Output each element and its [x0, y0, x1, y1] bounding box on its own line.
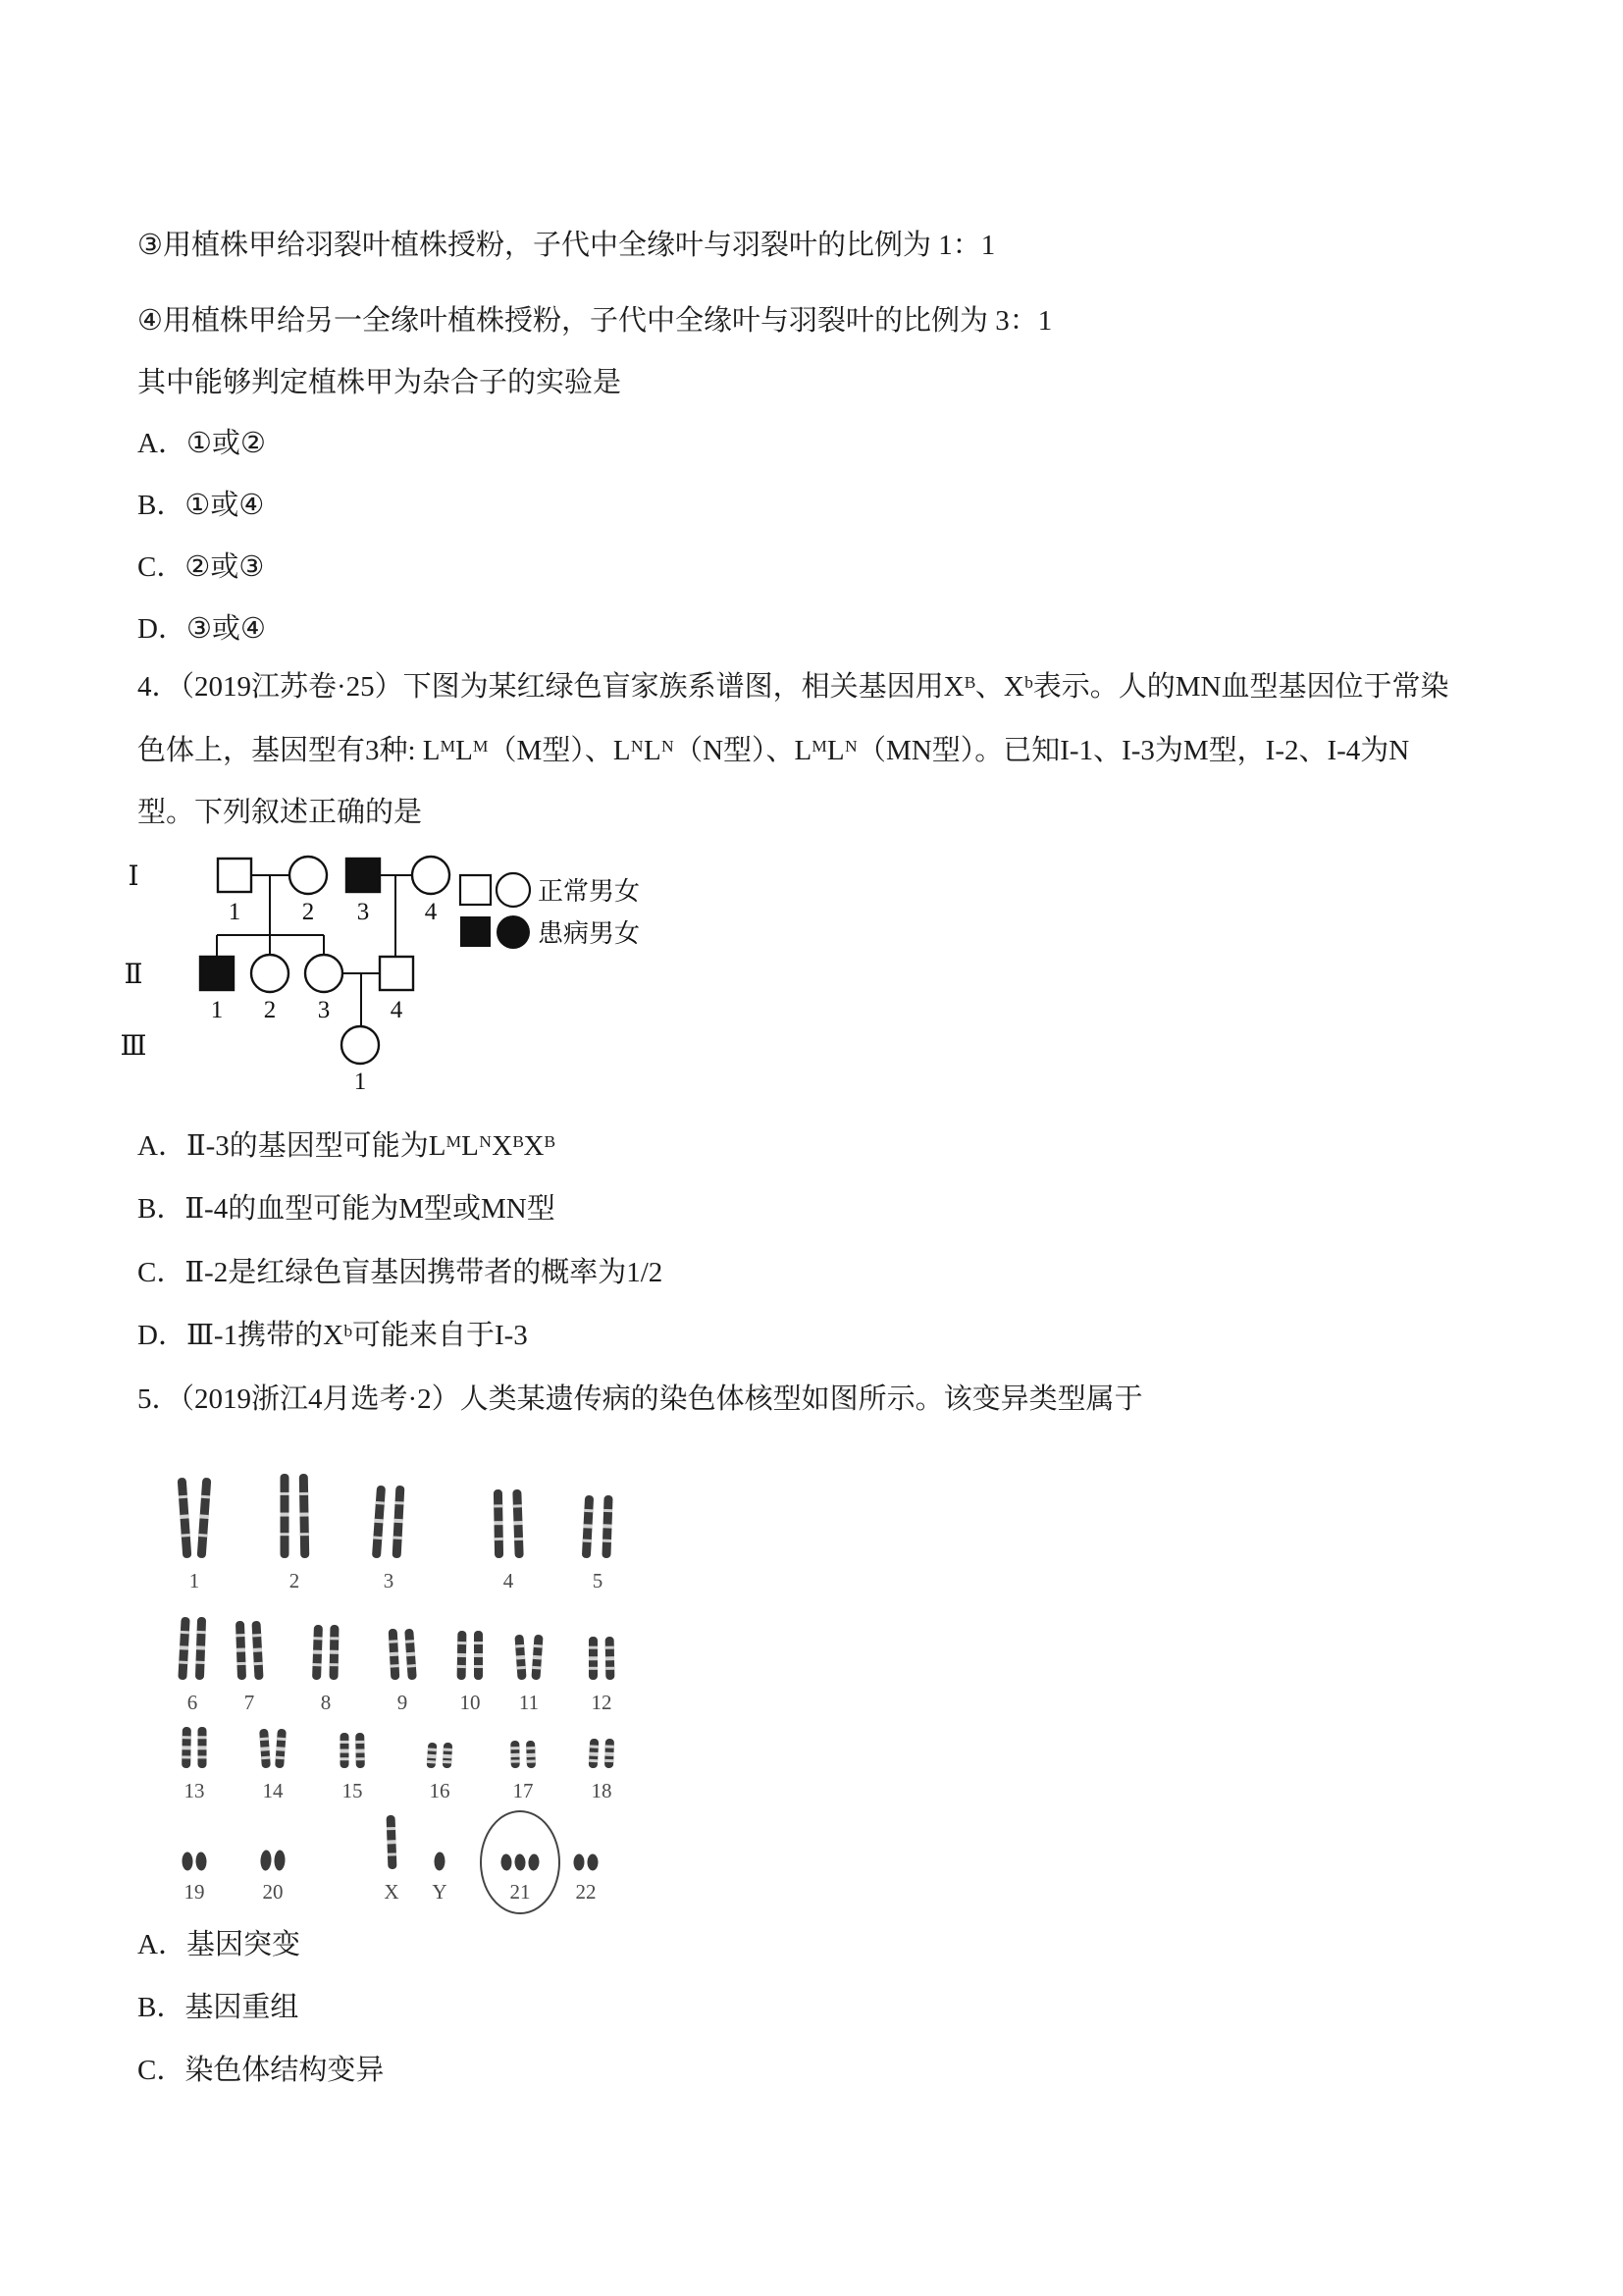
karyotype-label-16: 16 [429, 1779, 450, 1802]
chromosome-group-17 [510, 1741, 536, 1802]
q3-experiment-item3: ③用植株甲给羽裂叶植株授粉，子代中全缘叶与羽裂叶的比例为 1：1 [137, 230, 996, 261]
chromosome-group-16 [427, 1743, 453, 1802]
q4-stem-line2: 色体上，基因型有3种: LᴹLᴹ（M型）、LᴺLᴺ（N型）、LᴹLᴺ（MN型）。已知I-1、I-3为M型，I-2、I-4为N [137, 735, 1410, 766]
chromosome-group-15 [340, 1733, 365, 1802]
q4-stem-line1: 4．（2019江苏卷·25）下图为某红绿色盲家族系谱图，相关基因用Xᴮ、Xᵇ表示。人的MN血型基因位于常染 [137, 671, 1449, 703]
legend-normal-female-icon [497, 873, 530, 907]
label-II2: 2 [263, 997, 277, 1023]
chromosome-group-19 [182, 1852, 206, 1904]
chromosome-group-6 [178, 1617, 206, 1714]
karyotype-label-8: 8 [320, 1691, 332, 1714]
chromosome-group-Y [432, 1852, 446, 1904]
karyotype-label-18: 18 [591, 1779, 612, 1802]
person-III1-normal-female [341, 1026, 379, 1064]
person-II1-affected-male [200, 957, 234, 990]
karyotype-label-20: 20 [262, 1880, 284, 1904]
chromosome-group-3 [372, 1486, 405, 1592]
person-II4-normal-male [380, 957, 413, 990]
q3-stem: 其中能够判定植株甲为杂合子的实验是 [137, 367, 622, 398]
label-II4: 4 [390, 997, 403, 1023]
generation-label-II: Ⅱ [124, 960, 143, 990]
legend-affected-male-icon [460, 916, 491, 947]
karyotype-label-15: 15 [341, 1779, 363, 1802]
q3-experiment-item4: ④用植株甲给另一全缘叶植株授粉，子代中全缘叶与羽裂叶的比例为 3：1 [137, 305, 1053, 337]
chromosome-group-2 [281, 1474, 310, 1592]
karyotype-label-X: X [384, 1880, 399, 1904]
chromosome-group-13 [182, 1727, 206, 1802]
label-II3: 3 [317, 997, 331, 1023]
karyotype-label-Y: Y [432, 1880, 447, 1904]
label-III1: 1 [353, 1069, 367, 1095]
person-II3-normal-female [305, 955, 342, 992]
chromosome-group-12 [589, 1637, 614, 1714]
q3-option-c: C．②或③ [137, 551, 265, 583]
karyotype-figure [93, 1458, 662, 1929]
legend-affected-label: 患病男女 [538, 919, 641, 948]
label-I2: 2 [301, 899, 315, 925]
karyotype-label-13: 13 [183, 1779, 205, 1802]
chromosome-group-18 [589, 1739, 614, 1802]
karyotype-label-6: 6 [186, 1691, 198, 1714]
q3-option-b: B．①或④ [137, 490, 265, 521]
karyotype-label-17: 17 [512, 1779, 534, 1802]
q5-option-c: C．染色体结构变异 [137, 2055, 385, 2086]
legend-normal-label: 正常男女 [538, 877, 641, 906]
karyotype-label-2: 2 [288, 1569, 300, 1592]
q4-option-d: D．Ⅲ-1携带的Xᵇ可能来自于I-3 [137, 1320, 528, 1351]
pedigree-diagram [110, 836, 679, 1103]
chromosome-group-21 [481, 1811, 559, 1913]
chromosome-group-1 [178, 1478, 212, 1592]
chromosome-group-11 [514, 1635, 543, 1714]
chromosome-group-14 [259, 1729, 287, 1802]
chromosome-group-22 [573, 1853, 598, 1904]
karyotype-label-7: 7 [243, 1691, 255, 1714]
q5-option-a: A．基因突变 [137, 1929, 300, 1960]
legend-normal-male-icon [460, 875, 491, 905]
q5-option-b: B．基因重组 [137, 1992, 299, 2023]
chromosome-group-20 [260, 1850, 286, 1904]
karyotype-label-10: 10 [459, 1691, 481, 1714]
karyotype-label-12: 12 [591, 1691, 612, 1714]
chromosome-group-X [384, 1815, 398, 1904]
karyotype-label-3: 3 [383, 1569, 394, 1592]
chromosome-group-7 [236, 1621, 264, 1714]
person-I1-normal-male [218, 859, 251, 892]
person-II2-normal-female [251, 955, 288, 992]
label-II1: 1 [210, 997, 224, 1023]
generation-label-I: Ⅰ [128, 861, 139, 892]
q4-option-b: B．Ⅱ-4的血型可能为M型或MN型 [137, 1193, 555, 1225]
karyotype-label-9: 9 [396, 1691, 408, 1714]
person-I2-normal-female [289, 857, 327, 894]
q4-option-a: A．Ⅱ-3的基因型可能为LᴹLᴺXᴮXᴮ [137, 1130, 555, 1162]
karyotype-label-21: 21 [509, 1880, 531, 1904]
q5-stem: 5．（2019浙江4月选考·2）人类某遗传病的染色体核型如图所示。该变异类型属于 [137, 1383, 1143, 1415]
q3-option-d: D．③或④ [137, 613, 266, 645]
karyotype-label-19: 19 [183, 1880, 205, 1904]
legend-affected-female-icon [497, 915, 530, 949]
person-I3-affected-male [346, 859, 380, 892]
chromosome-group-8 [312, 1625, 339, 1714]
label-I4: 4 [424, 899, 438, 925]
karyotype-label-22: 22 [575, 1880, 597, 1904]
q4-stem-line3: 型。下列叙述正确的是 [137, 797, 423, 828]
chromosome-group-5 [582, 1495, 613, 1592]
q4-option-c: C．Ⅱ-2是红绿色盲基因携带者的概率为1/2 [137, 1257, 663, 1288]
label-I3: 3 [356, 899, 370, 925]
chromosome-group-4 [494, 1489, 524, 1592]
label-I1: 1 [228, 899, 241, 925]
karyotype-label-1: 1 [188, 1569, 200, 1592]
karyotype-label-11: 11 [518, 1691, 540, 1714]
q3-option-a: A．①或② [137, 428, 266, 459]
person-I4-normal-female [412, 857, 449, 894]
chromosome-group-10 [457, 1631, 483, 1714]
karyotype-label-14: 14 [262, 1779, 284, 1802]
generation-label-III: Ⅲ [120, 1031, 147, 1062]
karyotype-label-4: 4 [502, 1569, 514, 1592]
chromosome-group-9 [389, 1629, 417, 1714]
karyotype-label-5: 5 [592, 1569, 603, 1592]
